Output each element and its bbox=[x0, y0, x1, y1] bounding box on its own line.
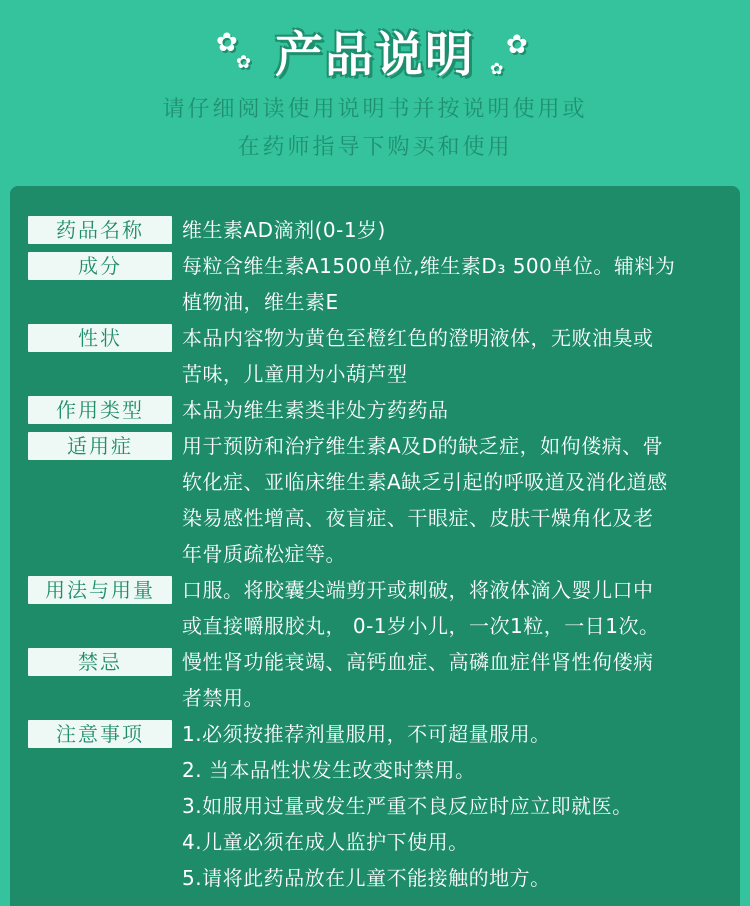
value-line: 维生素AD滴剂(0-1岁) bbox=[182, 218, 386, 242]
subtitle-line-2: 在药师指导下购买和使用 bbox=[237, 135, 513, 160]
section-label: 作用类型 bbox=[28, 396, 172, 424]
flower-icon: ✿ bbox=[236, 52, 252, 73]
value-line: 慢性肾功能衰竭、高钙血症、高磷血症伴肾性佝偻病 bbox=[182, 650, 654, 674]
section-value bbox=[182, 392, 722, 428]
section-label: 注意事项 bbox=[28, 720, 172, 748]
value-line: 本品内容物为黄色至橙红色的澄明液体，无败油臭或 bbox=[182, 326, 654, 350]
section-value bbox=[182, 644, 722, 716]
value-line: 5.请将此药品放在儿童不能接触的地方。 bbox=[182, 866, 551, 890]
value-line: 或直接嚼服胶丸， 0-1岁小儿，一次1粒，一日1次。 bbox=[182, 614, 660, 638]
value-line: 植物油，维生素E bbox=[182, 290, 339, 314]
value-line: 软化症、亚临床维生素A缺乏引起的呼吸道及消化道感 bbox=[182, 470, 668, 494]
section-label: 成分 bbox=[28, 252, 172, 280]
flower-icon: ✿ bbox=[490, 59, 504, 78]
section-value bbox=[182, 428, 722, 572]
value-line: 每粒含维生素A1500单位,维生素D₃ 500单位。辅料为 bbox=[182, 254, 676, 278]
value-line: 3.如服用过量或发生严重不良反应时应立即就医。 bbox=[182, 794, 633, 818]
value-line: 者禁用。 bbox=[182, 686, 264, 710]
value-line: 染易感性增高、夜盲症、干眼症、皮肤干燥角化及老 bbox=[182, 506, 654, 530]
header bbox=[0, 0, 750, 180]
value-line: 1.必须按推荐剂量服用，不可超量服用。 bbox=[182, 722, 551, 746]
flower-icon: ✿ bbox=[216, 28, 238, 58]
section-label: 用法与用量 bbox=[28, 576, 172, 604]
value-line: 2. 当本品性状发生改变时禁用。 bbox=[182, 758, 476, 782]
section-label: 性状 bbox=[28, 324, 172, 352]
section-label: 禁忌 bbox=[28, 648, 172, 676]
value-line: 口服。将胶囊尖端剪开或刺破，将液体滴入婴儿口中 bbox=[182, 578, 654, 602]
section-value bbox=[182, 572, 722, 644]
value-line: 年骨质疏松症等。 bbox=[182, 542, 346, 566]
section-value bbox=[182, 320, 722, 392]
section-value bbox=[182, 212, 722, 248]
section-label: 适用症 bbox=[28, 432, 172, 460]
flower-icon: ✿ bbox=[506, 30, 528, 60]
value-line: 用于预防和治疗维生素A及D的缺乏症，如佝偻病、骨 bbox=[182, 434, 664, 458]
page-title: 产品说明 bbox=[274, 27, 475, 83]
subtitle-line-1: 请仔细阅读使用说明书并按说明使用或 bbox=[162, 97, 588, 122]
info-panel bbox=[10, 186, 740, 906]
section-value bbox=[182, 248, 722, 320]
section-label: 药品名称 bbox=[28, 216, 172, 244]
section-value bbox=[182, 716, 722, 896]
value-line: 4.儿童必须在成人监护下使用。 bbox=[182, 830, 469, 854]
value-line: 苦味，儿童用为小葫芦型 bbox=[182, 362, 408, 386]
value-line: 本品为维生素类非处方药药品 bbox=[182, 398, 449, 422]
